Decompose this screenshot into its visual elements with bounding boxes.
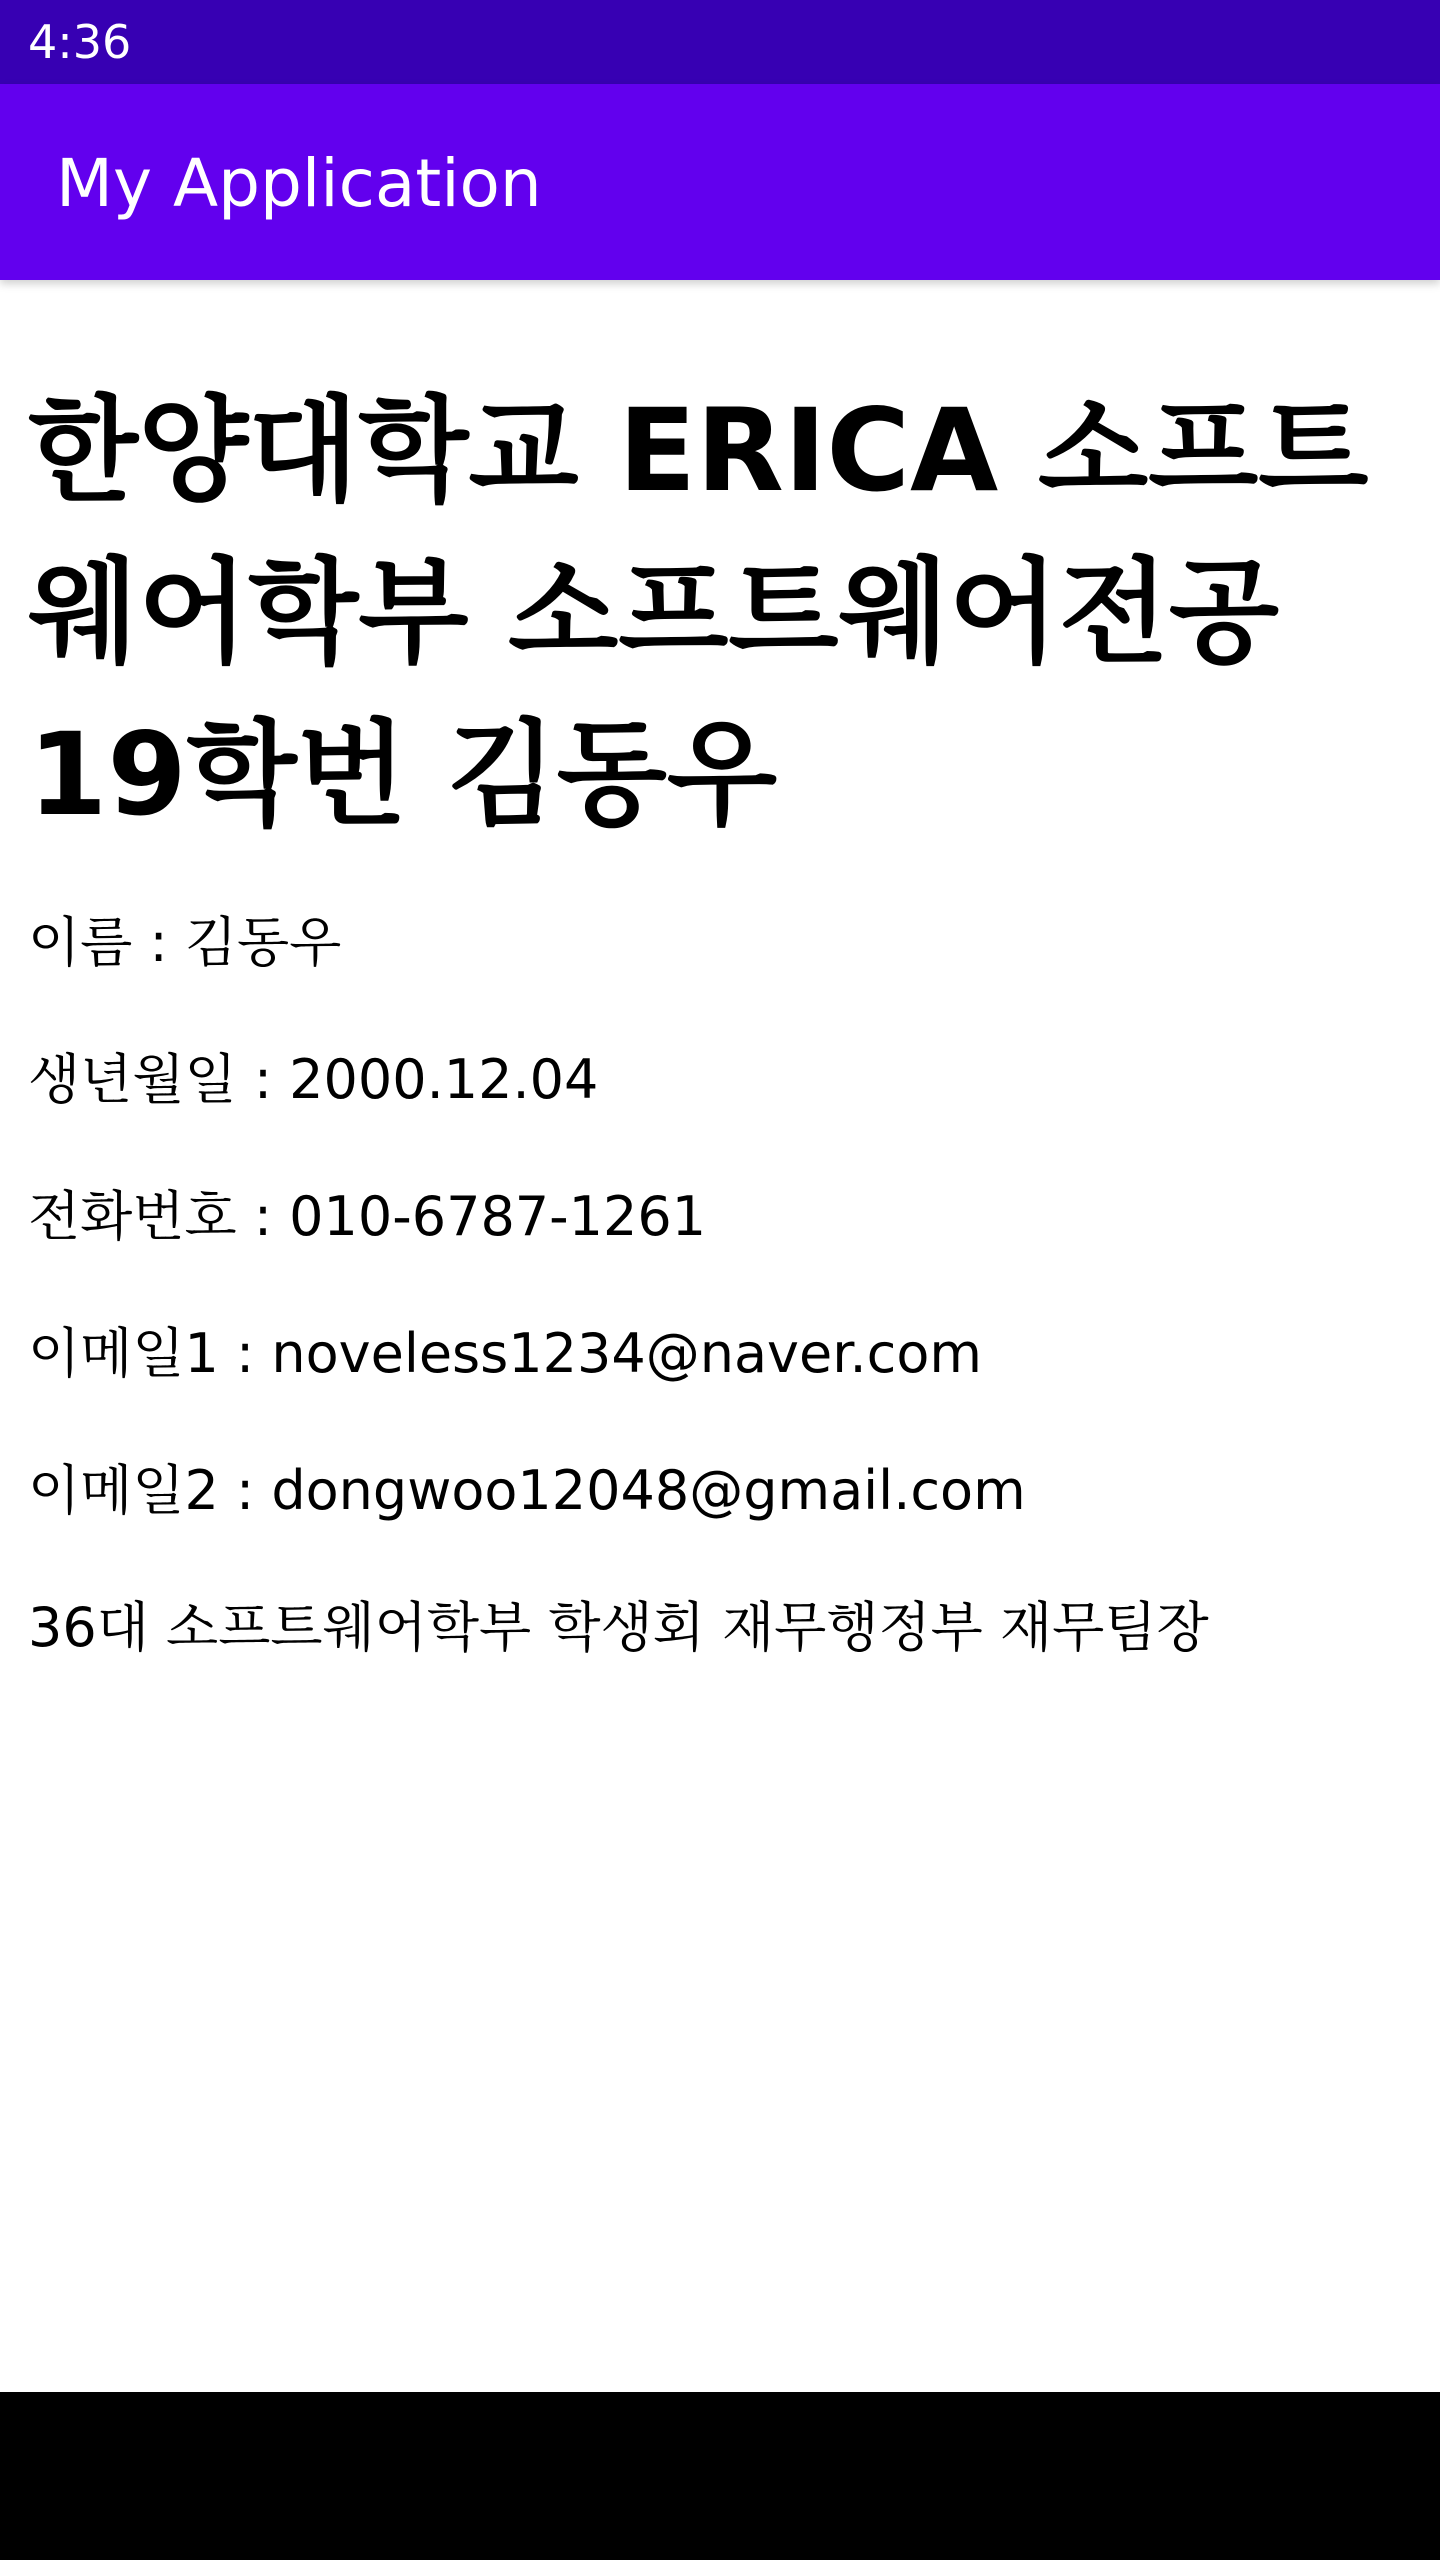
role-text: 36대 소프트웨어학부 학생회 재무행정부 재무팀장 (28, 1596, 1209, 1659)
email1-text: 이메일1 : noveless1234@naver.com (28, 1322, 982, 1385)
app-title: My Application (56, 145, 542, 222)
birthdate-text: 생년월일 : 2000.12.04 (28, 1048, 599, 1111)
app-bar (0, 84, 1440, 280)
status-time: 4:36 (28, 15, 132, 69)
status-bar (0, 0, 1440, 84)
navigation-bar (0, 2392, 1440, 2560)
headline-text: 한양대학교 ERICA 소프트웨어학부 소프트웨어전공 19학번 김동우 (28, 384, 1369, 841)
main-content (28, 370, 1418, 1663)
email2-text: 이메일2 : dongwoo12048@gmail.com (28, 1459, 1026, 1522)
name-text: 이름 : 김동우 (28, 911, 342, 974)
phone-text: 전화번호 : 010-6787-1261 (28, 1185, 707, 1248)
